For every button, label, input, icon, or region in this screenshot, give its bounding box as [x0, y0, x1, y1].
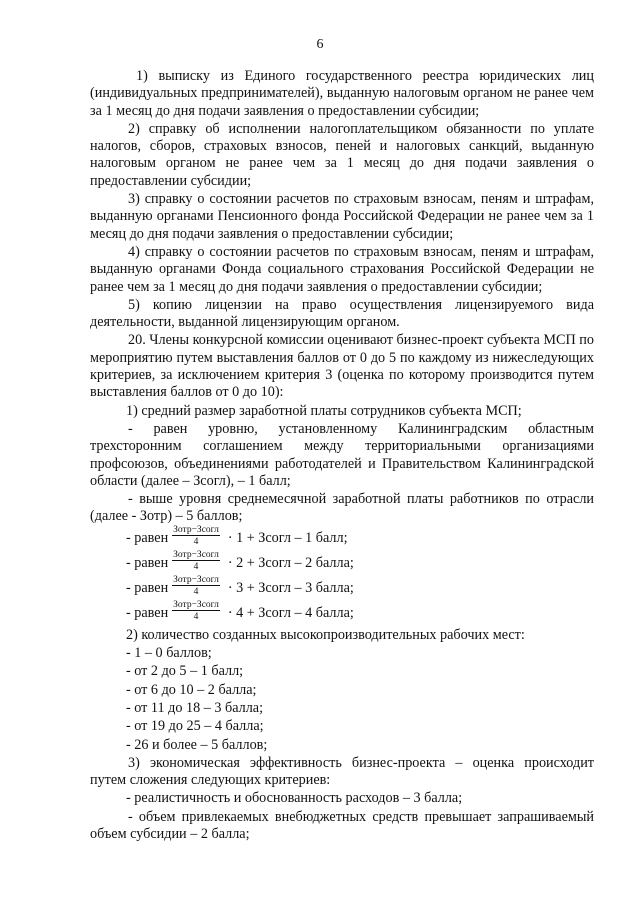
criterion-1-heading: 1) средний размер заработной платы сотрудников субъекта МСП; — [126, 402, 522, 419]
formula-fraction — [172, 575, 220, 597]
formula-tail: · 1 + Зсогл – 1 балл; — [227, 529, 348, 546]
formula-numerator: Зотр−Зсогл — [173, 525, 219, 536]
formula-denominator: 4 — [193, 537, 199, 548]
formula-fraction — [172, 600, 220, 622]
criterion-2-option: - от 19 до 25 – 4 балла; — [126, 718, 264, 735]
criterion-2-option: - от 6 до 10 – 2 балла; — [126, 681, 257, 698]
criterion-3-heading: 3) экономическая эффективность бизнес-проекта – оценка происходит путем сложения следующих критериев: — [90, 754, 594, 789]
formula-line — [90, 551, 594, 576]
list-item: 2) справку об исполнении налогоплательщиком обязанности по уплате налогов, сборов, страховых взносов, пеней и налоговых санкций, выданную налоговым органом не ранее чем за 1 месяц до дня подачи заявления о предоставлении субсидии; — [90, 120, 594, 189]
document-body — [90, 68, 594, 843]
formula-numerator: Зотр−Зсогл — [173, 600, 219, 611]
list-item: 5) копию лицензии на право осуществления лицензируемого вида деятельности, выданной лицензирующим органом. — [90, 296, 594, 331]
formula-tail: · 4 + Зсогл – 4 балла; — [227, 604, 354, 621]
clause-20: 20. Члены конкурсной комиссии оценивают бизнес-проект субъекта МСП по мероприятию путем выставления баллов от 0 до 5 по каждому из нижеследующих критериев, за исключением критерия 3 (оценка по которому производится путем выставления баллов от 0 до 10): — [90, 332, 594, 401]
formula-line — [90, 576, 594, 601]
criterion-2-option: - 26 и более – 5 баллов; — [126, 736, 268, 753]
list-item: 4) справку о состоянии расчетов по страховым взносам, пеням и штрафам, выданную органами Фонда социального страхования Российской Федерации не ранее чем за 1 месяц до дня подачи заявления о предоставлении субсидии; — [90, 243, 594, 295]
formula-numerator: Зотр−Зсогл — [173, 550, 219, 561]
criterion-2-heading: 2) количество созданных высокопроизводительных рабочих мест: — [126, 626, 525, 643]
formula-numerator: Зотр−Зсогл — [173, 575, 219, 586]
formula-fraction — [172, 550, 220, 572]
formula-prefix: - равен — [126, 529, 169, 546]
list-item: 3) справку о состоянии расчетов по страховым взносам, пеням и штрафам, выданную органами Пенсионного фонда Российской Федерации не ранее чем за 1 месяц до дня подачи заявления о предоставлении субсидии; — [90, 191, 594, 242]
formula-line — [90, 526, 594, 551]
formula-prefix: - равен — [126, 554, 169, 571]
criterion-2-option: - 1 – 0 баллов; — [126, 645, 212, 662]
criterion-2-option: - от 11 до 18 – 3 балла; — [126, 699, 264, 716]
criterion-1-option-above: - выше уровня среднемесячной заработной платы работников по отрасли (далее - Зотр) – 5 баллов; — [90, 491, 594, 525]
formula-denominator: 4 — [193, 587, 199, 598]
formula-prefix: - равен — [126, 604, 169, 621]
formula-tail: · 3 + Зсогл – 3 балла; — [227, 579, 354, 596]
list-item: 1) выписку из Единого государственного реестра юридических лиц (индивидуальных предпринимателей), выданную налоговым органом не ранее чем за 1 месяц до дня подачи заявления о предоставлении субсидии; — [90, 68, 594, 119]
formula-prefix: - равен — [126, 579, 169, 596]
formula-line — [90, 601, 594, 626]
formula-denominator: 4 — [193, 562, 199, 573]
criterion-2-option: - от 2 до 5 – 1 балл; — [126, 663, 244, 680]
formula-fraction — [172, 525, 220, 547]
criterion-1-option-equal: - равен уровню, установленному Калининградским областным трехсторонним соглашением между территориальными организациями профсоюзов, объединениями работодателей и Правительством Калининградской области (далее – Зсогл), – 1 балл; — [90, 420, 594, 489]
criterion-3-option: - объем привлекаемых внебюджетных средств превышает запрашиваемый объем субсидии – 2 балла; — [90, 808, 594, 842]
formula-denominator: 4 — [193, 612, 199, 623]
criterion-3-option: - реалистичность и обоснованность расходов – 3 балла; — [126, 790, 463, 807]
page-number: 6 — [316, 37, 324, 52]
formula-tail: · 2 + Зсогл – 2 балла; — [227, 554, 354, 571]
